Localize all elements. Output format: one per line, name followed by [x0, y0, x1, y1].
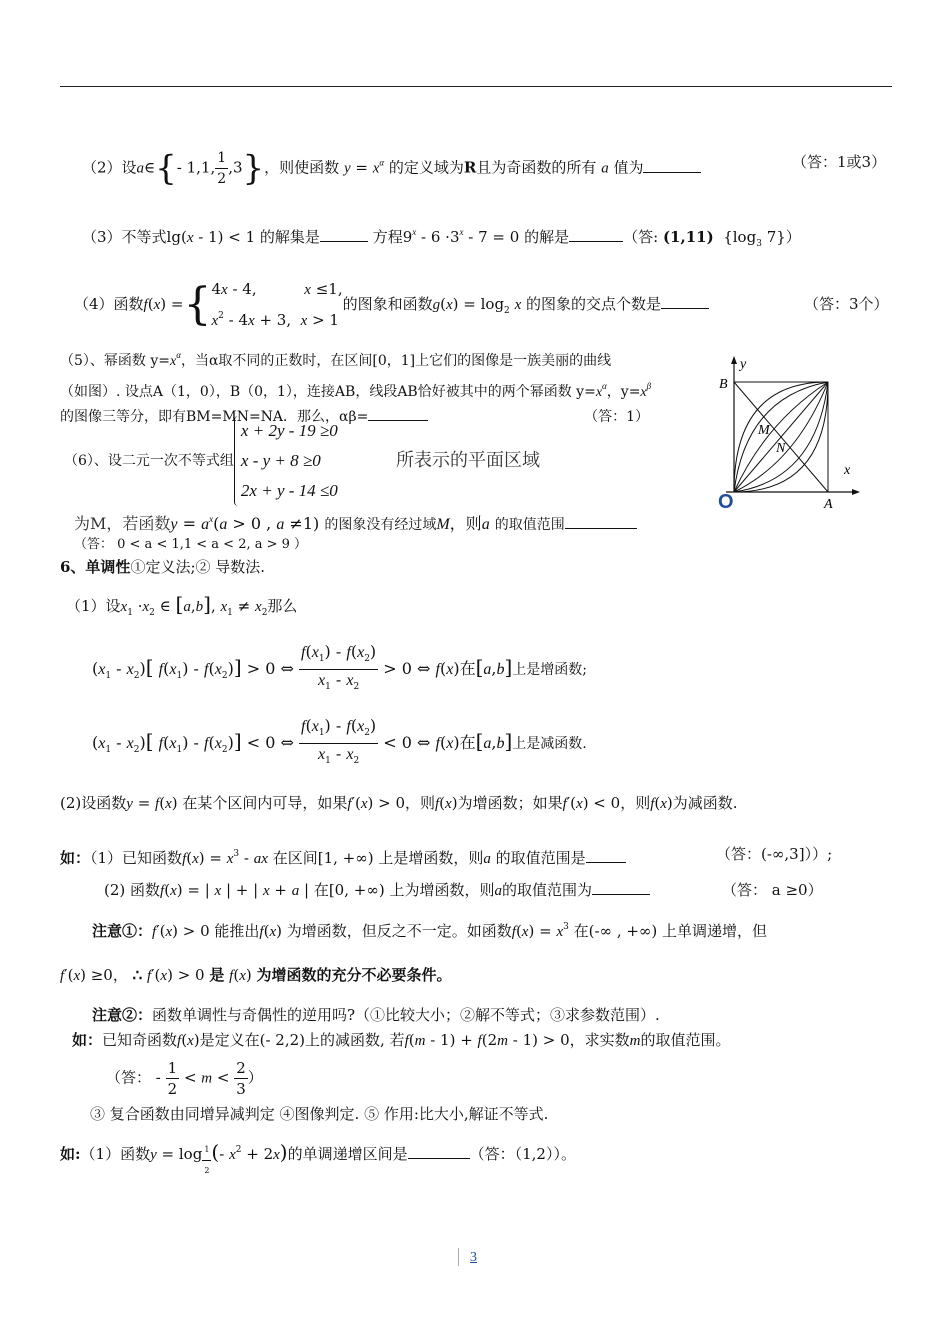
p3-answer-suffix: {log [723, 228, 757, 246]
s6-heading: 6、单调性 [60, 558, 131, 576]
p3-answer-val: (1,11) [662, 228, 714, 246]
p2-text2: 的定义域为 [388, 158, 464, 177]
y-arrow [731, 356, 737, 364]
fig-A-label: A [824, 497, 833, 512]
blank [368, 406, 428, 421]
ex2-ans: （答：（1,2））。 [469, 1145, 576, 1163]
p5-answer: （答：1） [584, 409, 649, 425]
note1-c: 在 [573, 922, 589, 940]
s6-item2: (2)设函数y = f(x) 在某个区间内可导，如果f′(x) > 0，则f(x)为增函数；如果f′(x) < 0，则f(x)为减函数. [60, 794, 738, 812]
problem-3: （3）不等式lg(x - 1) < 1 的解集是 方程$9^x - 6 \cdot 3^x - 7 = 0$ 的解是 （答: (1,11) {$\log_3$ 7}） [82, 227, 801, 249]
p2-R: R [463, 158, 477, 177]
p6-line2d: 的取值范围 [494, 517, 565, 533]
s6-item1a: （1）设 [66, 597, 121, 615]
ex1-q1c: 上是增函数，则 [378, 849, 484, 867]
p4-label: （4）函数 [74, 295, 144, 313]
note2-ex-b: 是定义在 [199, 1031, 260, 1049]
s6-item2f: 为减函数. [672, 794, 738, 812]
dec-suffix: 上是减函数. [512, 736, 587, 752]
p6-ineq3: 2x + y - 14 ≤0 [240, 481, 338, 500]
note1-title: 注意①： [92, 922, 153, 940]
note2-ex-label: 如： [72, 1031, 103, 1049]
p5-line1a: （5）、幂函数 y= [60, 353, 170, 369]
p6-line2b: 的图象没有经过域 [324, 517, 437, 533]
p4-text1: 的图象和函数 [342, 295, 433, 313]
note2-ans-b: ） [247, 1068, 263, 1087]
ex1-q2-answer: （答： a ≥0） [722, 881, 823, 899]
ex1-q2a: (2) 函数 [104, 881, 161, 899]
p6-ineq1: x + 2y - 19 ≥0 [240, 421, 338, 440]
p6-line2a: 为M，若函数 [74, 514, 171, 533]
note2-ex-e: 的取值范围。 [640, 1031, 731, 1049]
p4-text2: 的图象的交点个数是 [526, 295, 662, 313]
p2-label: （2）设 [82, 158, 137, 177]
note-1-line2: f′(x) ≥0， ∴ f′(x) > 0 是 f(x) 为增函数的充分不必要条件。 [60, 966, 452, 984]
s6-item2c: ，则 [404, 794, 435, 812]
blank [569, 227, 623, 242]
blank [592, 880, 650, 895]
s6-item2d: 为增函数；如果 [457, 794, 563, 812]
p2-text3: 且为奇函数的所有 [476, 158, 597, 177]
blank [320, 227, 368, 242]
ex2-a: （1）函数 [80, 1145, 151, 1163]
p6-answer: （答： 0 < a < 1,1 < a < 2, a > 9 ） [74, 537, 308, 552]
inc-suffix: 上是增函数; [512, 662, 588, 678]
problem-2: （2）设a∈{- 1,1, $\frac{1}{2}$ ,3}，则使函数 $y = x^\alpha$ 的定义域为R且为奇函数的所有 a 值为 [82, 148, 701, 189]
note1-line2d: 为增函数的充分不必要条件。 [256, 966, 452, 984]
p3-text2: 方程 [372, 228, 403, 246]
p4-answer: （答：3个） [804, 295, 889, 313]
blank [586, 848, 626, 863]
page-number[interactable]: 3 [470, 1250, 477, 1265]
p5-line2a: （如图）. 设点A（1，0），B（0，1），连接AB，线段AB恰好被其中的两个幂函数 y= [60, 384, 596, 400]
blank [408, 1144, 470, 1159]
ex1-q1a: （1）已知函数 [90, 849, 183, 867]
ex1-q1-answer: （答：(-∞,3]））; [716, 845, 833, 863]
note2-ex-c: 上的减函数, 若 [305, 1031, 405, 1049]
ex1-q1b: 在区间 [272, 849, 318, 867]
p5-line3a: 的图像三等分，即有BM=MN=NA．那么，αβ= [60, 409, 369, 425]
header-rule [60, 86, 892, 87]
s6-item2e: ，则 [620, 794, 651, 812]
note2-ex-a: 已知奇函数 [102, 1031, 178, 1049]
p3-text3: 的解是 [524, 228, 570, 246]
decreasing-criterion: $(x_1 - x_2)$[ $f(x_1) - f(x_2)] < 0$ ⇔ $\frac{f(x_1) - f(x_2)}{x_1 - x_2}$ < 0 ⇔ f(x)在[a,b]上是减函数. [92, 716, 587, 766]
increasing-criterion: $(x_1 - x_2)$[ $f(x_1) - f(x_2)] > 0$ ⇔ $\frac{f(x_1) - f(x_2)}{x_1 - x_2}$ > 0 ⇔ f(x)在[a,b]上是增函数; [92, 642, 588, 692]
p2-answer: （答：1或3） [792, 153, 887, 171]
blank [643, 158, 701, 173]
note-2 [92, 1005, 660, 1025]
problem-5: （5）、幂函数 $y=x^\alpha$，当α取不同的正数时，在区间[0，1]上它们的图像是一族美丽的曲线 （如图）. 设点A（1，0），B（0，1），连接AB，线段AB恰好被其中的两个幂函数 $y=x^\alpha$，$y=x^\beta$ 的图像三等分，即有BM=MN=NA．那么，αβ= （答：1） [60, 350, 652, 425]
p5-line1b: ，当α取不同的正数时，在区间[0，1]上它们的图像是一族美丽的曲线 [180, 353, 612, 369]
p6-line2c: ，则 [449, 514, 482, 533]
p2-text1: ，则使函数 [264, 158, 340, 177]
note-2-answer: （答： - $\frac{1}{2}$ < m < $\frac{2}{3}$ ） [106, 1059, 263, 1098]
example-1: 如：（1）已知函数$f(x) = x^3$ - ax 在区间[1, +∞) 上是增函数，则a 的取值范围是 [60, 844, 626, 869]
note1-a: 能推出 [214, 922, 260, 940]
s6-item1b: 那么 [267, 597, 298, 615]
note1-line2c: 是 [209, 966, 225, 984]
p3-answer-tail: 7}） [766, 228, 801, 246]
p6-label: （6）、设二元一次不等式组 [64, 453, 234, 469]
ex1-q2b: 在 [313, 881, 329, 899]
fig-x-label: x [844, 463, 851, 478]
fig-B-label: B [719, 377, 728, 392]
note-2-example: 如：已知奇函数f(x)是定义在(- 2,2)上的减函数, 若f(m - 1) + f(2m - 1) > 0，求实数m的取值范围。 [72, 1031, 731, 1049]
ex2-b: 的单调递增区间是 [287, 1145, 408, 1163]
note2-ex-d: ，求实数 [569, 1031, 630, 1049]
note2-ans-a: （答： [106, 1068, 152, 1087]
p6-after: 所表示的平面区域 [396, 450, 540, 471]
note2-title: 注意②： [92, 1006, 153, 1024]
fig-N-label: N [776, 441, 786, 456]
p2-text4: 值为 [613, 158, 644, 177]
ex1-q2c: 上为增函数，则 [389, 881, 495, 899]
s6-item2a: (2)设函数 [60, 794, 127, 812]
note1-b: 为增函数，但反之不一定。如函数 [286, 922, 512, 940]
ex2-label: 如: [60, 1145, 81, 1163]
note1-line2b: ∴ [132, 966, 143, 984]
p6-line2: 为M，若函数$y = a^x(a > 0$ , a ≠1) 的图象没有经过域M，则a 的取值范围 [74, 508, 637, 536]
p5-line2b: ，y= [606, 384, 641, 400]
more-methods: ③ 复合函数由同增异减判定 ④图像判定. ⑤ 作用:比大小,解证不等式. [90, 1105, 549, 1123]
x-arrow [852, 489, 860, 495]
s6-methods: ①定义法;② 导数法. [130, 558, 266, 576]
p3-answer-prefix: （答: [623, 228, 659, 246]
note1-d: 上单调递增，但 [662, 922, 768, 940]
section-6-heading [60, 557, 265, 577]
footer-divider [458, 1248, 459, 1266]
power-function-figure [716, 352, 866, 512]
problem-4: （4）函数f(x) ={ 4x - 4, x ≤1, $x^2 - 4x + 3$, x > 1 的图象和函数$g(x) = \log_2 x$ 的图象的交点个数是 [74, 276, 709, 334]
problem-6 [64, 416, 338, 506]
ex1-q2d: 的取值范围为 [501, 881, 592, 899]
s6-item1: （1）设$x_1 \cdot x_2$ ∈ [a,b], $x_1 \ne x_2$那么 [66, 592, 298, 618]
blank [565, 514, 637, 529]
note1-line2a: ， [112, 966, 128, 984]
s6-item2b: 在某个区间内可导，如果 [182, 794, 348, 812]
example-1-q2: (2) 函数f(x) = | x | + | x + a | 在[0, +∞) 上为增函数，则a的取值范围为 [104, 880, 650, 901]
fig-M-label: M [758, 423, 770, 438]
note2-text: 函数单调性与奇偶性的逆用吗?（①比较大小；②解不等式；③求参数范围）. [152, 1006, 660, 1024]
p6-ineq2: x - y + 8 ≥0 [240, 451, 321, 470]
fig-y-label: y [740, 357, 747, 372]
example-2: 如:（1）函数y = log $_{\frac{1}{2}}$ (- $x^2 + 2x$)的单调递增区间是 （答：（1,2））。 [60, 1140, 576, 1175]
note-1: 注意①：f′(x) > 0 能推出f(x) 为增函数，但反之不一定。如函数$f(x) = x^3$ 在(-∞ , +∞) 上单调递增，但 [92, 922, 768, 940]
ex1-label: 如： [60, 849, 91, 867]
p3-text1: 的解集是 [259, 228, 320, 246]
p3-label: （3）不等式 [82, 228, 167, 246]
fig-O-label: O [718, 491, 734, 512]
blank [661, 294, 709, 309]
ex1-q1d: 的取值范围是 [495, 849, 586, 867]
